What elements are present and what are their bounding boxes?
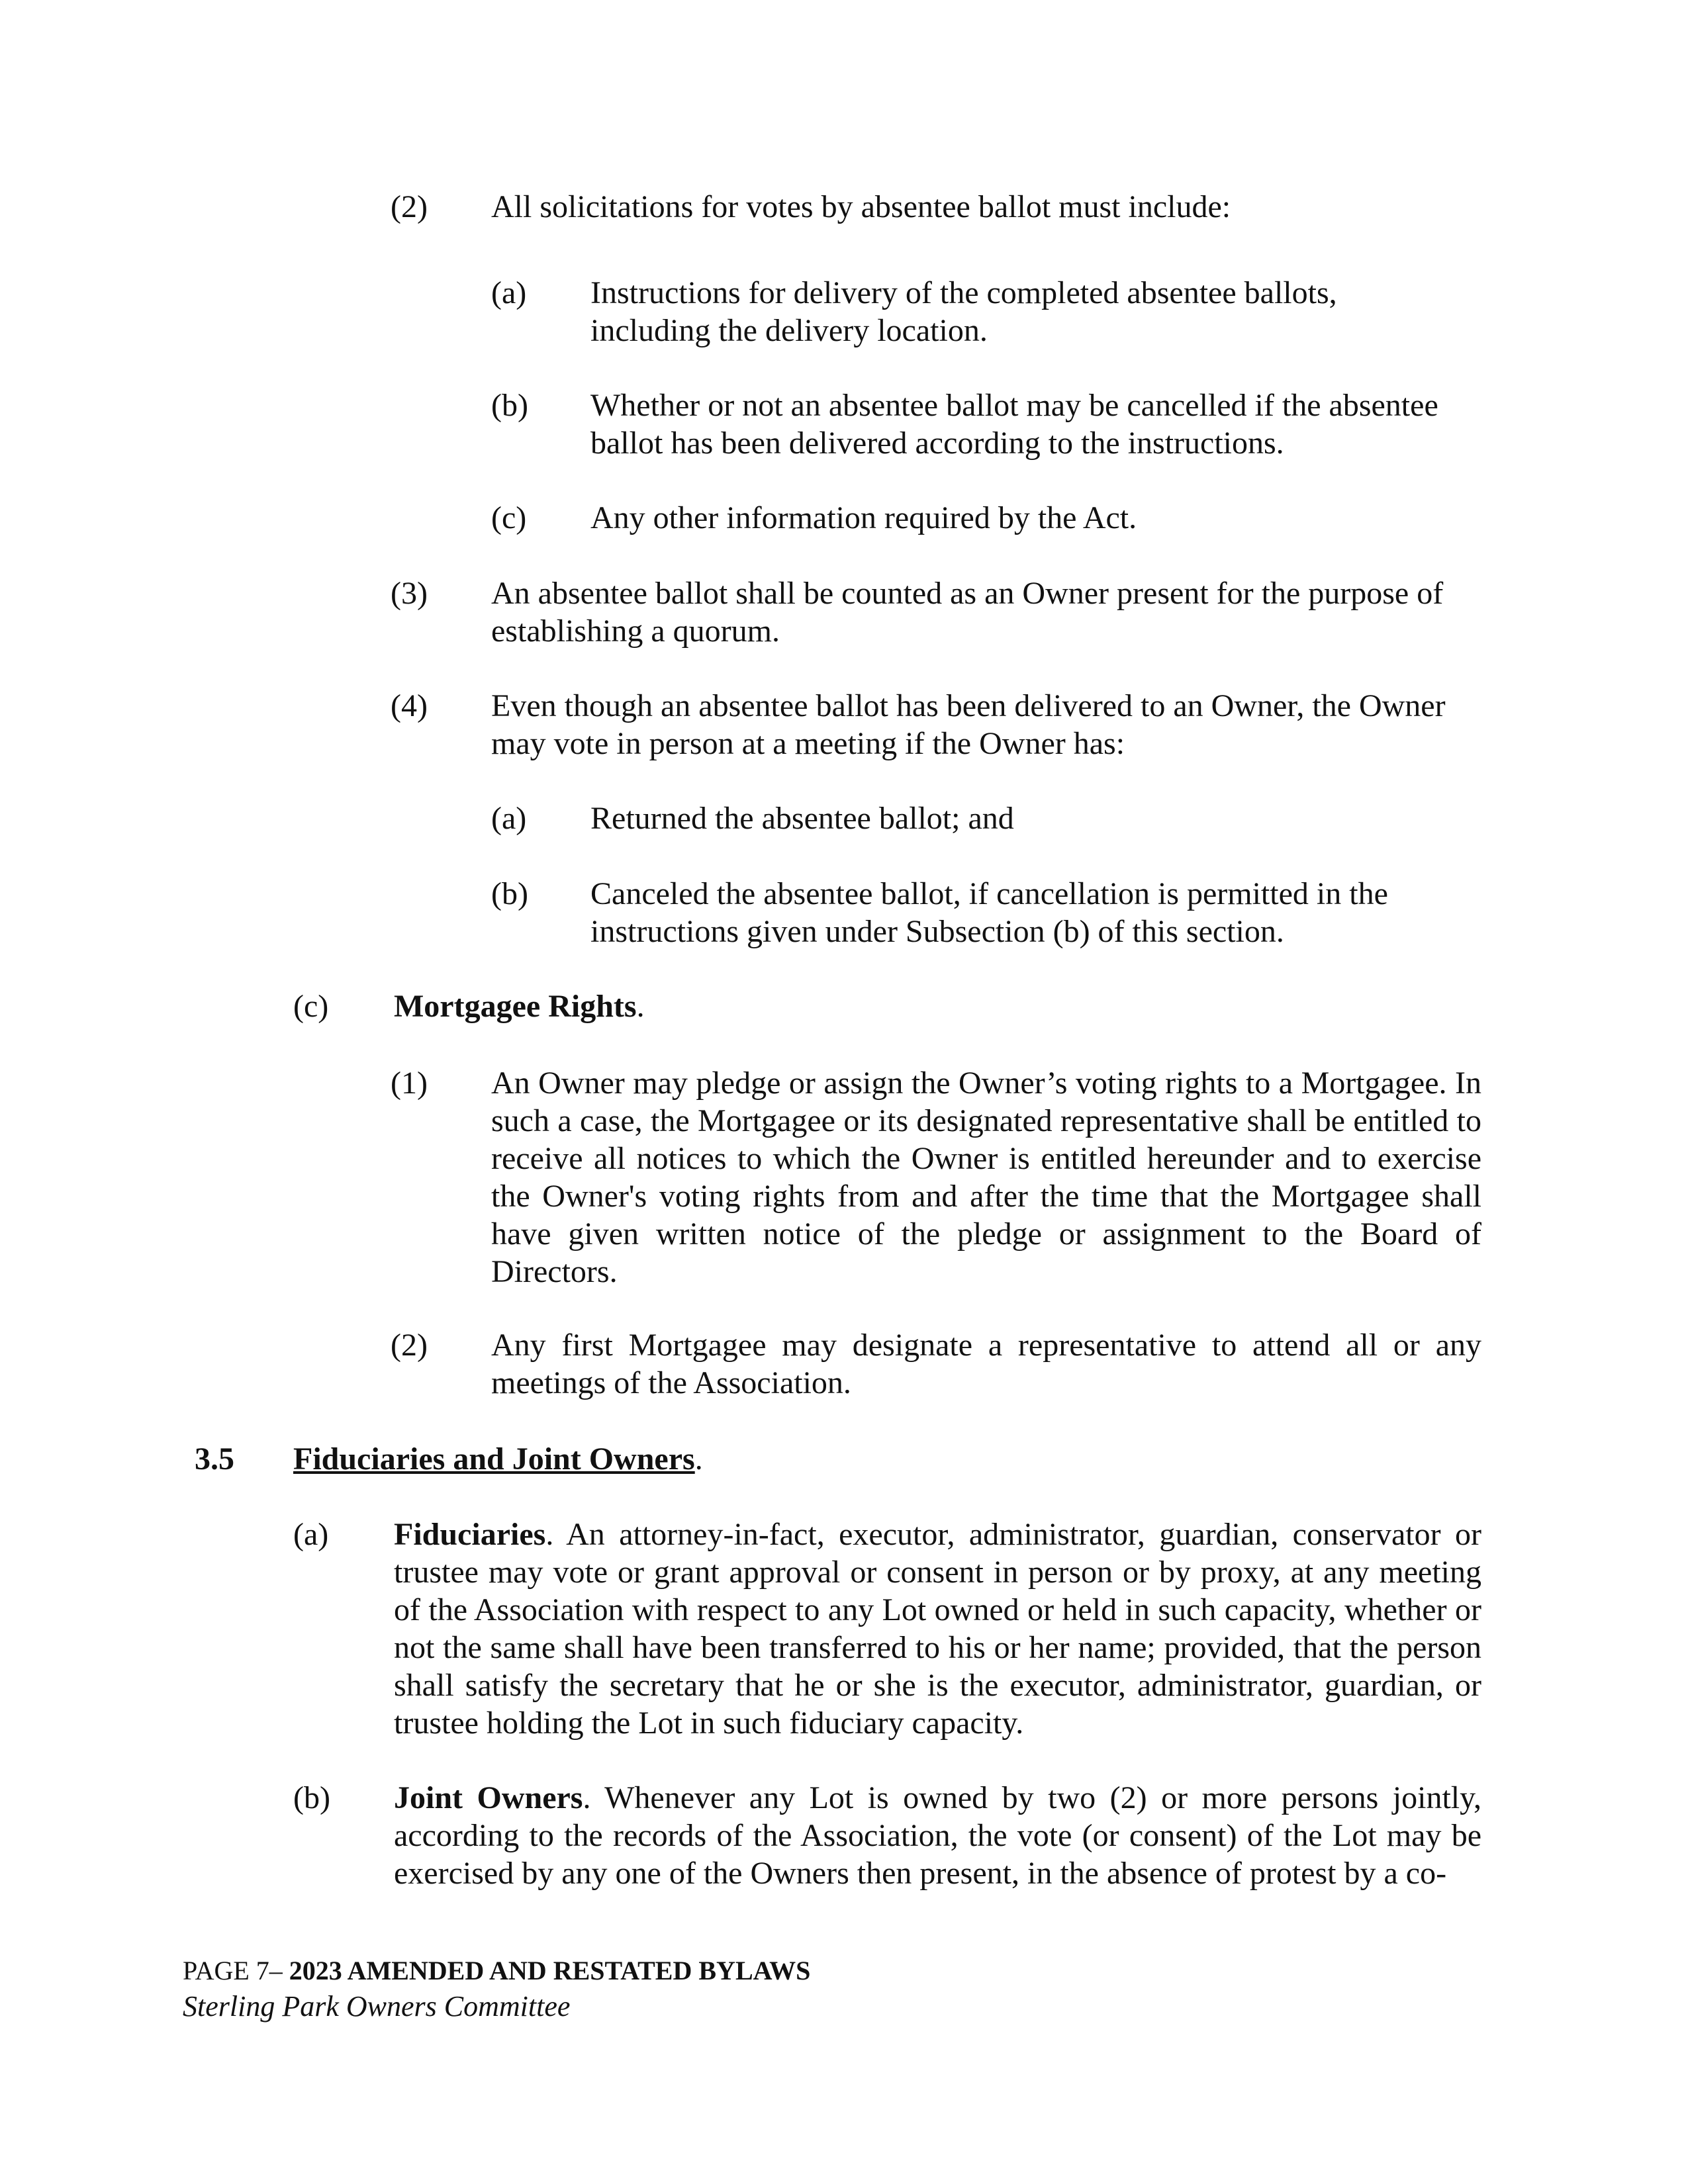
item-text: An absentee ballot shall be counted as an Owner present for the purpose of establishing a quorum. <box>491 576 1444 649</box>
item-text: Canceled the absentee ballot, if cancellation is permitted in the instructions given under Subsection (b) of this section. <box>590 876 1388 949</box>
subsection-heading-line <box>394 987 1387 1025</box>
item-text: Even though an absentee ballot has been delivered to an Owner, the Owner may vote in person at a meeting if the Owner has: <box>491 688 1446 761</box>
subsection-heading-punct: . <box>636 989 645 1024</box>
subsection-label: (c) <box>293 989 329 1024</box>
item-text: All solicitations for votes by absentee ballot must include: <box>491 189 1231 224</box>
footer-page-line <box>183 1955 810 1987</box>
item-text: Returned the absentee ballot; and <box>590 801 1014 836</box>
subsection-heading: Fiduciaries <box>394 1517 546 1552</box>
footer-doc-title: 2023 AMENDED AND RESTATED BYLAWS <box>289 1956 811 1985</box>
subsection-label: (a) <box>293 1517 329 1552</box>
item-label: (a) <box>491 275 527 310</box>
item-text: Instructions for delivery of the completed absentee ballots, including the delivery location. <box>590 275 1337 348</box>
item-label: (3) <box>391 576 428 611</box>
subsection-heading: Mortgagee Rights <box>394 989 637 1024</box>
item-label: (b) <box>491 876 528 911</box>
section-title-line <box>293 1440 1286 1478</box>
subsection-label: (b) <box>293 1780 330 1815</box>
subsection-text <box>394 1779 1481 1892</box>
section-number: 3.5 <box>195 1441 234 1477</box>
footer-page-number: PAGE 7– <box>183 1956 289 1985</box>
item-label: (c) <box>491 500 527 535</box>
item-label: (1) <box>391 1066 428 1101</box>
item-text: An Owner may pledge or assign the Owner’s voting rights to a Mortgagee. In such a case, the Mortgagee or its designated representative shall be entitled to receive all notices to which the Owner is entitled hereunder and to exercise the Owner's voting rights from and after the time that the Mortgagee shall have given written notice of the pledge or assignment to the Board of Directors. <box>491 1066 1481 1289</box>
item-label: (4) <box>391 688 428 723</box>
item-label: (b) <box>491 388 528 423</box>
section-title-punct: . <box>694 1441 703 1477</box>
item-text: Any other information required by the Act. <box>590 500 1137 535</box>
item-text: Any first Mortgagee may designate a representative to attend all or any meetings of the Association. <box>491 1328 1481 1400</box>
section-title: Fiduciaries and Joint Owners <box>293 1441 695 1477</box>
subsection-text <box>394 1516 1481 1742</box>
item-label: (a) <box>491 801 527 836</box>
subsection-heading: Joint Owners <box>394 1780 583 1815</box>
footer-organization: Sterling Park Owners Committee <box>183 1990 571 2023</box>
item-label: (2) <box>391 189 428 224</box>
subsection-body: . Whenever any Lot is owned by two (2) or more persons jointly, according to the records of the Association, the vote (or consent) of the Lot may be exercised by any one of the Owners then present, in the absence of protest by a co- <box>394 1780 1482 1891</box>
item-label: (2) <box>391 1328 428 1363</box>
subsection-body: . An attorney-in-fact, executor, administrator, guardian, conservator or trustee may vote or grant approval or consent in person or by proxy, at any meeting of the Association with respect to any Lot owned or held in such capacity, whether or not the same shall have been transferred to his or her name; provided, that the person shall satisfy the secretary that he or she is the executor, administrator, guardian, or trustee holding the Lot in such fiduciary capacity. <box>394 1517 1481 1741</box>
item-text: Whether or not an absentee ballot may be cancelled if the absentee ballot has been delivered according to the instructions. <box>590 388 1438 461</box>
